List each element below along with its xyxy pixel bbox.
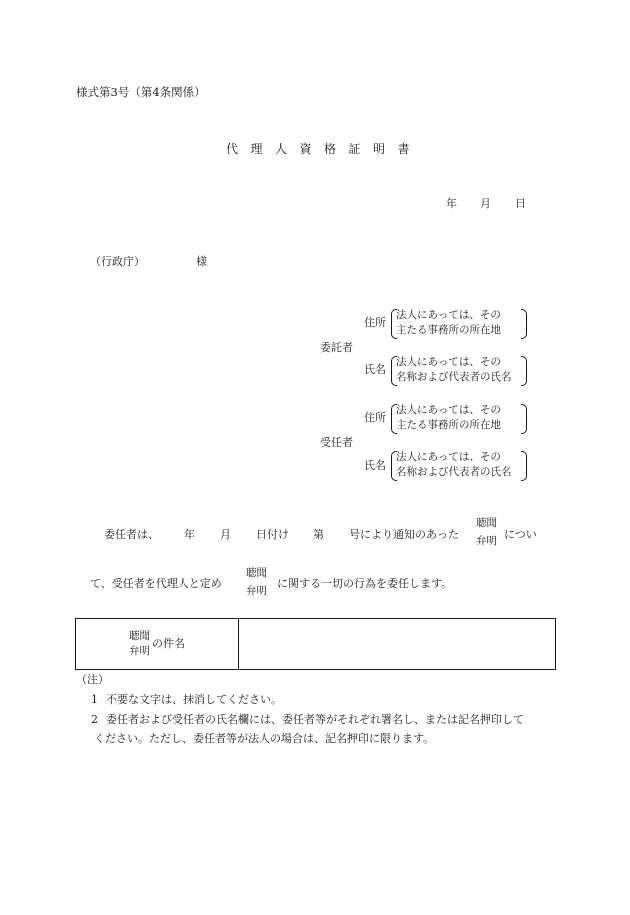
table-option-bottom: 弁明: [129, 645, 150, 657]
note-text: 不要な文字は、抹消してください。: [106, 693, 282, 706]
body-part3: に関する一切の行為を委任します。: [277, 577, 453, 590]
bracket-right: [521, 309, 527, 339]
note-continuation: ください。ただし、委任者等が法人の場合は、記名押印に限ります。: [94, 732, 435, 745]
table-label-suffix: の件名: [152, 637, 185, 650]
form-number: 様式第3号（第4条関係）: [76, 85, 206, 99]
bracket-right: [521, 356, 527, 386]
subject-table: [75, 618, 556, 670]
body-part1: 委任者は、: [104, 528, 159, 541]
trustee-label: 受任者: [320, 436, 353, 449]
body-gou: 号により通知のあった: [349, 528, 459, 541]
body-nitsui: につい: [504, 528, 537, 541]
truster-name-note-2: 名称および代表者の氏名: [396, 371, 512, 383]
trustee-address-label: 住所: [364, 411, 386, 424]
table-option-top: 聴聞: [129, 630, 150, 642]
truster-address-note-1: 法人にあっては、その: [396, 309, 501, 321]
body-month: 月: [220, 528, 231, 541]
date-month-label: 月: [480, 197, 491, 210]
truster-name-note-1: 法人にあっては、その: [396, 356, 501, 368]
note-number: 1: [91, 693, 98, 706]
bracket-right: [521, 404, 527, 434]
body-dai: 第: [313, 528, 324, 541]
document-title: 代理人資格証明書: [226, 142, 423, 156]
truster-label: 委託者: [320, 341, 353, 354]
trustee-name-note-2: 名称および代表者の氏名: [396, 466, 512, 478]
trustee-address-note-2: 主たる事務所の所在地: [396, 419, 501, 431]
date-year-label: 年: [446, 197, 457, 210]
notes-header: （注）: [76, 673, 109, 686]
body-option-top: 聴聞: [476, 517, 497, 529]
truster-address-label: 住所: [364, 316, 386, 329]
trustee-name-label: 氏名: [364, 459, 386, 472]
note-text: 委任者および受任者の氏名欄には、委任者等がそれぞれ署名し、または記名押印して: [106, 713, 524, 726]
body-option-bottom: 弁明: [476, 535, 497, 547]
note-number: 2: [91, 713, 98, 726]
addressee-agency: （行政庁）: [90, 255, 145, 268]
table-divider: [238, 619, 239, 669]
date-day-label: 日: [515, 197, 526, 210]
body-option-top: 聴聞: [246, 567, 267, 579]
body-day-attached: 日付け: [256, 528, 289, 541]
truster-name-label: 氏名: [364, 363, 386, 376]
trustee-name-note-1: 法人にあっては、その: [396, 451, 501, 463]
addressee-honorific: 様: [196, 255, 207, 268]
bracket-right: [521, 451, 527, 481]
body-year: 年: [184, 528, 195, 541]
body-part2: て、受任者を代理人と定め: [90, 577, 222, 590]
trustee-address-note-1: 法人にあっては、その: [396, 404, 501, 416]
body-option-bottom: 弁明: [246, 585, 267, 597]
truster-address-note-2: 主たる事務所の所在地: [396, 324, 501, 336]
